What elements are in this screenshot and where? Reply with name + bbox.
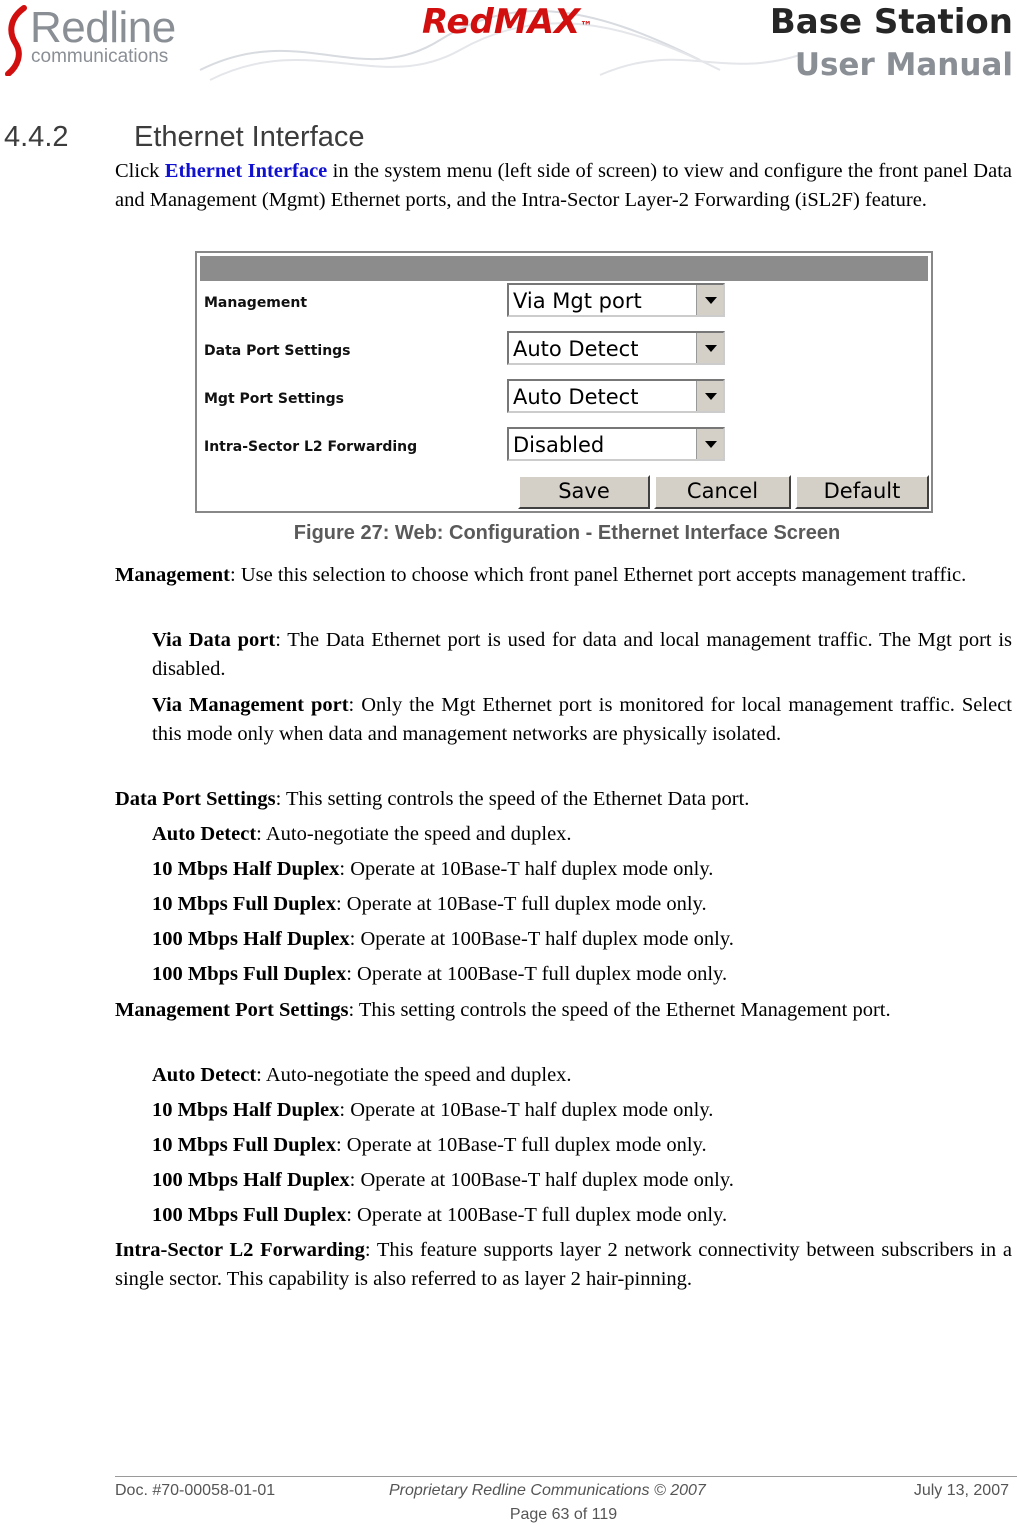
- chevron-down-icon[interactable]: [696, 333, 723, 363]
- intra-sector-forwarding-value: Disabled: [513, 433, 605, 457]
- intra-sector-forwarding-select[interactable]: [507, 427, 725, 461]
- footer-date: July 13, 2007: [913, 1482, 1009, 1499]
- management-label: Management: [204, 295, 308, 311]
- ethernet-interface-link: Ethernet Interface: [164, 160, 328, 182]
- header-title: Base Station: [769, 2, 1013, 42]
- brand-max: MAX: [493, 2, 581, 42]
- mgt-port-settings-select[interactable]: [507, 379, 725, 413]
- brand-trademark: ™: [580, 19, 593, 33]
- mgmt-option-item: 100 Mbps Half Duplex: Operate at 100Base-T half duplex mode only.: [152, 1169, 734, 1191]
- chevron-down-icon[interactable]: [696, 429, 723, 459]
- chevron-down-icon[interactable]: [696, 381, 723, 411]
- redline-logo: [4, 4, 209, 76]
- data-port-settings-paragraph: Data Port Settings: This setting controls the speed of the Ethernet Data port.: [115, 788, 750, 810]
- data-port-settings-label: Data Port Settings: [204, 343, 351, 359]
- mgmt-option-item: 100 Mbps Full Duplex: Operate at 100Base-T full duplex mode only.: [152, 1204, 728, 1226]
- data-port-settings-value: Auto Detect: [513, 337, 639, 361]
- mgmt-option-item: Auto Detect: Auto-negotiate the speed and duplex.: [152, 1064, 572, 1086]
- intro-paragraph: Click Ethernet Interface in the system menu (left side of screen) to view and configure the front panel Data and Management (Mgmt) Ethernet ports, and the Intra-Sector Layer-2 Forwarding (iSL2F) feature.: [115, 160, 1013, 211]
- via-data-port-paragraph: Via Data port: The Data Ethernet port is used for data and local management traffic. The Mgt port is disabled.: [152, 629, 1013, 680]
- mgt-port-settings-value: Auto Detect: [513, 385, 639, 409]
- management-port-settings-paragraph: Management Port Settings: This setting controls the speed of the Ethernet Management port.: [115, 999, 891, 1021]
- section-number: 4.4.2: [4, 121, 69, 153]
- chevron-down-icon[interactable]: [696, 285, 723, 315]
- management-select-value: Via Mgt port: [513, 289, 642, 313]
- management-select[interactable]: [507, 283, 725, 317]
- data-option-item: Auto Detect: Auto-negotiate the speed and duplex.: [152, 823, 572, 845]
- data-option-item: 10 Mbps Half Duplex: Operate at 10Base-T half duplex mode only.: [152, 858, 714, 880]
- logo-word: Redline: [30, 3, 176, 52]
- logo-subtitle: communications: [31, 46, 169, 67]
- screen-title-bar: [200, 256, 928, 281]
- section-title: Ethernet Interface: [134, 121, 365, 153]
- data-port-settings-select[interactable]: [507, 331, 725, 365]
- management-paragraph: Management: Use this selection to choose which front panel Ethernet port accepts management traffic.: [115, 564, 967, 586]
- redmax-brand: [422, 1, 592, 43]
- mgmt-option-item: 10 Mbps Half Duplex: Operate at 10Base-T half duplex mode only.: [152, 1099, 714, 1121]
- footer-rule: [115, 1476, 1017, 1477]
- brand-red: Red: [422, 2, 494, 42]
- ethernet-interface-screenshot: [195, 251, 933, 513]
- intra-sector-l2-forwarding-paragraph: Intra-Sector L2 Forwarding: This feature supports layer 2 network connectivity between subscribers in a single sector. This capability is also referred to as layer 2 hair-pinning.: [115, 1239, 1012, 1290]
- data-option-item: 100 Mbps Full Duplex: Operate at 100Base-T full duplex mode only.: [152, 963, 728, 985]
- default-button[interactable]: Default: [795, 475, 929, 509]
- intra-sector-forwarding-label: Intra-Sector L2 Forwarding: [204, 439, 418, 455]
- section-heading: [4, 120, 365, 154]
- data-option-item: 100 Mbps Half Duplex: Operate at 100Base-T half duplex mode only.: [152, 928, 734, 950]
- cancel-button[interactable]: Cancel: [654, 475, 791, 509]
- footer-page-number: Page 63 of 119: [509, 1506, 618, 1523]
- footer-doc-number: Doc. #70-00058-01-01: [115, 1482, 276, 1499]
- mgmt-option-item: 10 Mbps Full Duplex: Operate at 10Base-T full duplex mode only.: [152, 1134, 707, 1156]
- footer-copyright: Proprietary Redline Communications © 2007: [389, 1482, 706, 1499]
- figure-caption: Figure 27: Web: Configuration - Ethernet Interface Screen: [293, 522, 841, 544]
- mgt-port-settings-label: Mgt Port Settings: [204, 391, 344, 407]
- save-button[interactable]: Save: [518, 475, 650, 509]
- data-option-item: 10 Mbps Full Duplex: Operate at 10Base-T full duplex mode only.: [152, 893, 707, 915]
- header-subtitle: User Manual: [794, 47, 1013, 83]
- page-header: [0, 0, 1017, 92]
- via-management-port-paragraph: Via Management port: Only the Mgt Ethernet port is monitored for local management traffic. Select this mode only when data and management networks are physically isolated.: [152, 694, 1012, 745]
